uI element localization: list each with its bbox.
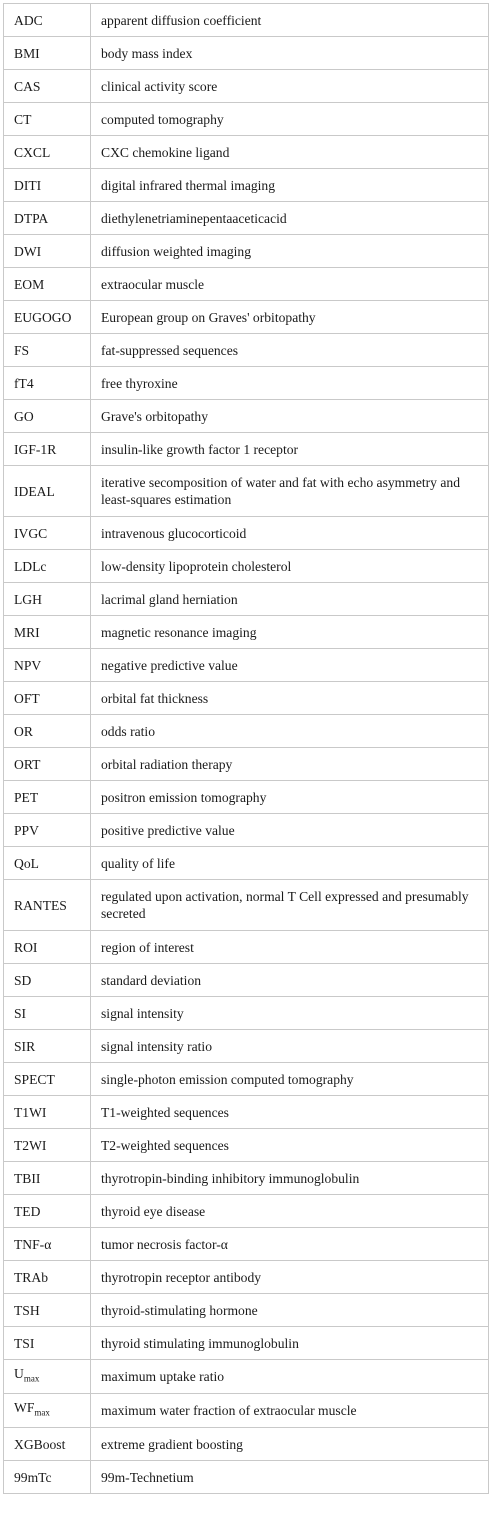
definition-cell: thyroid eye disease [91, 1195, 489, 1228]
abbreviation-cell: ORT [4, 748, 91, 781]
abbreviation-cell: TBII [4, 1162, 91, 1195]
definition-cell: diffusion weighted imaging [91, 235, 489, 268]
definition-cell: free thyroxine [91, 367, 489, 400]
table-row [4, 1428, 489, 1461]
definition-cell: extreme gradient boosting [91, 1428, 489, 1461]
abbreviation-cell: RANTES [4, 880, 91, 931]
abbreviation-cell: SI [4, 997, 91, 1030]
abbreviation-cell: QoL [4, 847, 91, 880]
abbreviation-cell: DTPA [4, 202, 91, 235]
table-row [4, 202, 489, 235]
abbreviation-cell: ADC [4, 4, 91, 37]
definition-cell: computed tomography [91, 103, 489, 136]
abbreviation-cell: T2WI [4, 1129, 91, 1162]
definition-cell: low-density lipoprotein cholesterol [91, 550, 489, 583]
abbreviation-cell: XGBoost [4, 1428, 91, 1461]
abbreviation-cell: OR [4, 715, 91, 748]
definition-cell: single-photon emission computed tomography [91, 1063, 489, 1096]
abbreviation-cell: TED [4, 1195, 91, 1228]
table-row [4, 268, 489, 301]
abbreviations-table-body [4, 4, 489, 1494]
abbreviation-cell: CAS [4, 70, 91, 103]
table-row [4, 301, 489, 334]
abbreviation-cell: SPECT [4, 1063, 91, 1096]
table-row [4, 400, 489, 433]
definition-cell: apparent diffusion coefficient [91, 4, 489, 37]
table-row [4, 649, 489, 682]
table-row [4, 748, 489, 781]
table-row [4, 964, 489, 997]
table-row [4, 997, 489, 1030]
table-row [4, 1261, 489, 1294]
table-row [4, 1327, 489, 1360]
table-row [4, 781, 489, 814]
definition-cell: region of interest [91, 931, 489, 964]
definition-cell: standard deviation [91, 964, 489, 997]
table-row [4, 103, 489, 136]
table-row [4, 1461, 489, 1494]
abbreviation-cell: BMI [4, 37, 91, 70]
table-row [4, 847, 489, 880]
table-row [4, 1096, 489, 1129]
definition-cell: European group on Graves' orbitopathy [91, 301, 489, 334]
table-row [4, 931, 489, 964]
abbreviation-cell: OFT [4, 682, 91, 715]
table-row [4, 334, 489, 367]
table-row [4, 367, 489, 400]
abbreviation-cell: PPV [4, 814, 91, 847]
abbreviation-cell: TSH [4, 1294, 91, 1327]
table-row [4, 1294, 489, 1327]
table-row [4, 433, 489, 466]
abbreviation-cell: GO [4, 400, 91, 433]
definition-cell: T2-weighted sequences [91, 1129, 489, 1162]
abbreviation-cell: CT [4, 103, 91, 136]
definition-cell: orbital radiation therapy [91, 748, 489, 781]
table-row [4, 814, 489, 847]
abbreviation-cell: $WF_{max}$ [4, 1394, 91, 1428]
table-row [4, 550, 489, 583]
table-row [4, 616, 489, 649]
abbreviation-cell: NPV [4, 649, 91, 682]
table-row [4, 715, 489, 748]
definition-cell: positive predictive value [91, 814, 489, 847]
definition-cell: negative predictive value [91, 649, 489, 682]
definition-cell: thyroid stimulating immunoglobulin [91, 1327, 489, 1360]
table-row [4, 1063, 489, 1096]
table-row [4, 169, 489, 202]
abbreviation-cell: fT4 [4, 367, 91, 400]
abbreviation-cell: MRI [4, 616, 91, 649]
definition-cell: iterative secomposition of water and fat with echo asymmetry and least-squares estimation [91, 466, 489, 517]
table-row [4, 70, 489, 103]
definition-cell: insulin-like growth factor 1 receptor [91, 433, 489, 466]
definition-cell: extraocular muscle [91, 268, 489, 301]
definition-cell: thyrotropin-binding inhibitory immunoglobulin [91, 1162, 489, 1195]
definition-cell: CXC chemokine ligand [91, 136, 489, 169]
abbreviation-cell: EUGOGO [4, 301, 91, 334]
abbreviation-cell: $U_{max}$ [4, 1360, 91, 1394]
abbreviation-cell: TRAb [4, 1261, 91, 1294]
table-row [4, 880, 489, 931]
definition-cell: maximum uptake ratio [91, 1360, 489, 1394]
abbreviation-cell: IDEAL [4, 466, 91, 517]
abbreviation-cell: EOM [4, 268, 91, 301]
abbreviation-cell: IGF-1R [4, 433, 91, 466]
definition-cell: magnetic resonance imaging [91, 616, 489, 649]
abbreviation-cell: SD [4, 964, 91, 997]
definition-cell: odds ratio [91, 715, 489, 748]
definition-cell: positron emission tomography [91, 781, 489, 814]
abbreviation-cell: PET [4, 781, 91, 814]
table-row [4, 235, 489, 268]
abbreviation-cell: SIR [4, 1030, 91, 1063]
abbreviation-cell: TSI [4, 1327, 91, 1360]
table-row [4, 37, 489, 70]
table-row [4, 583, 489, 616]
definition-cell: Grave's orbitopathy [91, 400, 489, 433]
abbreviation-cell: ROI [4, 931, 91, 964]
definition-cell: clinical activity score [91, 70, 489, 103]
abbreviation-cell: DITI [4, 169, 91, 202]
abbreviation-cell: T1WI [4, 1096, 91, 1129]
table-row [4, 1360, 489, 1394]
table-row [4, 1129, 489, 1162]
abbreviation-cell: LGH [4, 583, 91, 616]
table-row [4, 466, 489, 517]
definition-cell: signal intensity ratio [91, 1030, 489, 1063]
definition-cell: digital infrared thermal imaging [91, 169, 489, 202]
definition-cell: signal intensity [91, 997, 489, 1030]
definition-cell: maximum water fraction of extraocular muscle [91, 1394, 489, 1428]
definition-cell: thyrotropin receptor antibody [91, 1261, 489, 1294]
definition-cell: quality of life [91, 847, 489, 880]
definition-cell: tumor necrosis factor-α [91, 1228, 489, 1261]
table-row [4, 136, 489, 169]
abbreviation-cell: DWI [4, 235, 91, 268]
definition-cell: intravenous glucocorticoid [91, 517, 489, 550]
definition-cell: body mass index [91, 37, 489, 70]
definition-cell: regulated upon activation, normal T Cell expressed and presumably secreted [91, 880, 489, 931]
definition-cell: lacrimal gland herniation [91, 583, 489, 616]
definition-cell: 99m-Technetium [91, 1461, 489, 1494]
table-row [4, 1195, 489, 1228]
definition-cell: fat-suppressed sequences [91, 334, 489, 367]
table-row [4, 1162, 489, 1195]
table-row [4, 1030, 489, 1063]
definition-cell: orbital fat thickness [91, 682, 489, 715]
table-row [4, 4, 489, 37]
abbreviation-cell: TNF-α [4, 1228, 91, 1261]
abbreviation-cell: IVGC [4, 517, 91, 550]
definition-cell: diethylenetriaminepentaaceticacid [91, 202, 489, 235]
definition-cell: thyroid-stimulating hormone [91, 1294, 489, 1327]
abbreviation-cell: FS [4, 334, 91, 367]
table-row [4, 1394, 489, 1428]
table-row [4, 517, 489, 550]
definition-cell: T1-weighted sequences [91, 1096, 489, 1129]
abbreviations-table [3, 3, 489, 1494]
table-row [4, 1228, 489, 1261]
table-row [4, 682, 489, 715]
abbreviation-cell: 99mTc [4, 1461, 91, 1494]
abbreviation-cell: LDLc [4, 550, 91, 583]
abbreviation-cell: CXCL [4, 136, 91, 169]
